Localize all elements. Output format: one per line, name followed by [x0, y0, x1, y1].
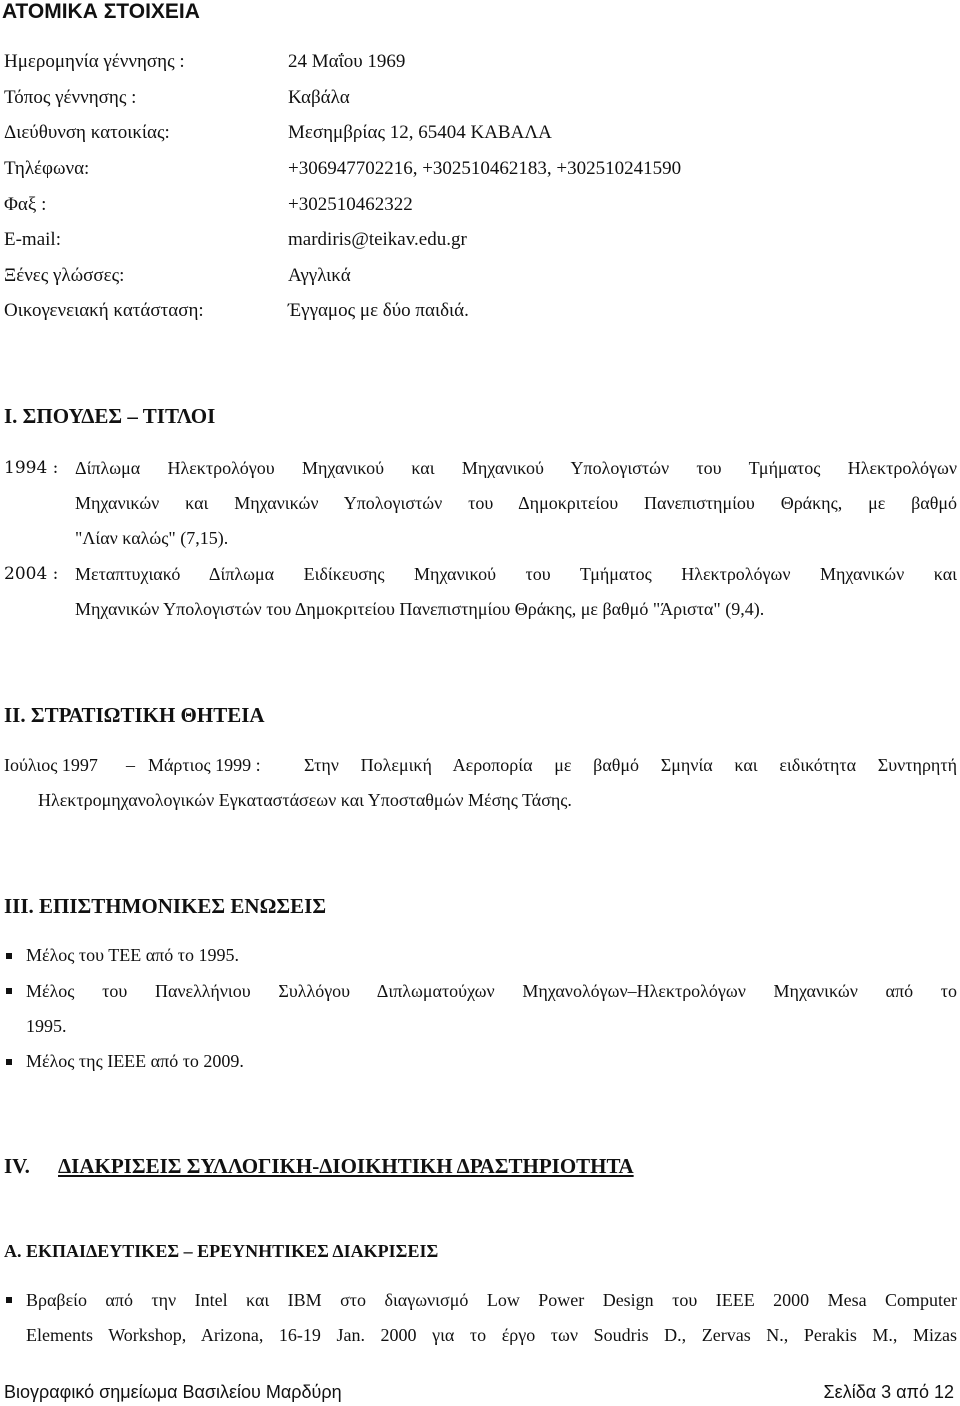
bullet-icon: [6, 1059, 12, 1065]
label-languages: Ξένες γλώσσες:: [4, 265, 125, 286]
value-birthplace: Καβάλα: [288, 87, 350, 108]
value-email: mardiris@teikav.edu.gr: [288, 229, 467, 250]
studies-line: Μεταπτυχιακό Δίπλωμα Ειδίκευσης Μηχανικού του Τμήματος Ηλεκτρολόγων Μηχανικών και: [75, 564, 957, 584]
awards-heading-num: IV.: [4, 1154, 30, 1178]
bullet-icon: [6, 988, 12, 994]
footer-title: Βιογραφικό σημείωμα Βασιλείου Μαρδύρη: [4, 1382, 342, 1402]
label-address: Διεύθυνση κατοικίας:: [4, 122, 170, 143]
military-period-from: Ιούλιος 1997: [4, 755, 98, 775]
label-birthdate: Ημερομηνία γέννησης :: [4, 51, 185, 72]
list-item-cont: 1995.: [26, 1016, 67, 1036]
list-item: Μέλος του Πανελλήνιου Συλλόγου Διπλωματούχων Μηχανολόγων–Ηλεκτρολόγων Μηχανικών από το: [26, 981, 957, 1001]
awards-subheading: Α. ΕΚΠΑΙΔΕΥΤΙΚΕΣ – ΕΡΕΥΝΗΤΙΚΕΣ ΔΙΑΚΡΙΣΕΙΣ: [4, 1241, 439, 1261]
studies-line: "Λίαν καλώς" (7,15).: [75, 528, 229, 548]
value-address: Μεσημβρίας 12, 65404 ΚΑΒΑΛΑ: [288, 122, 552, 143]
military-description: Στην Πολεμική Αεροπορία με βαθμό Σμηνία και ειδικότητα Συντηρητή: [304, 755, 957, 775]
label-phones: Τηλέφωνα:: [4, 158, 90, 179]
list-item-cont: Elements Workshop, Arizona, 16-19 Jan. 2000 για το έργο των Soudris D., Zervas N., Perakis M., Mizas: [26, 1325, 957, 1345]
bullet-icon: [6, 953, 12, 959]
list-item: Βραβείο από την Intel και IBM στο διαγωνισμό Low Power Design του IEEE 2000 Mesa Computer: [26, 1290, 957, 1310]
studies-heading: Ι. ΣΠΟΥΔΕΣ – ΤΙΤΛΟΙ: [4, 404, 216, 428]
studies-year: 2004 :: [4, 564, 59, 584]
military-heading: ΙΙ. ΣΤΡΑΤΙΩΤΙΚΗ ΘΗΤΕΙΑ: [4, 703, 265, 727]
value-languages: Αγγλικά: [288, 265, 351, 286]
awards-heading: ΔΙΑΚΡΙΣΕΙΣ ΣΥΛΛΟΓΙΚΗ-ΔΙΟΙΚΗΤΙΚΗ ΔΡΑΣΤΗΡΙΟΤΗΤΑ: [58, 1154, 634, 1178]
bullet-icon: [6, 1297, 12, 1303]
military-dash: –: [126, 755, 135, 775]
studies-line: Δίπλωμα Ηλεκτρολόγου Μηχανικού και Μηχανικού Υπολογιστών του Τμήματος Ηλεκτρολόγων: [75, 458, 957, 478]
value-fax: +302510462322: [288, 194, 413, 215]
value-phones: +306947702216, +302510462183, +302510241590: [288, 158, 682, 179]
personal-heading: ΑΤΟΜΙΚΑ ΣΤΟΙΧΕΙΑ: [2, 0, 200, 23]
list-item: Μέλος της IEEE από το 2009.: [26, 1051, 244, 1071]
societies-heading: ΙΙΙ. ΕΠΙΣΤΗΜΟΝΙΚΕΣ ΕΝΩΣΕΙΣ: [4, 894, 327, 918]
footer-page-number: Σελίδα 3 από 12: [823, 1382, 954, 1402]
value-birthdate: 24 Μαΐου 1969: [288, 51, 406, 72]
studies-line: Μηχανικών και Μηχανικών Υπολογιστών του Δημοκριτείου Πανεπιστημίου Θράκης, με βαθμό: [75, 493, 957, 513]
value-marital: Έγγαμος με δύο παιδιά.: [288, 300, 469, 321]
label-email: E-mail:: [4, 229, 61, 250]
military-period-to: Μάρτιος 1999 :: [148, 755, 261, 775]
label-fax: Φαξ :: [4, 194, 47, 215]
list-item: Μέλος του ΤΕΕ από το 1995.: [26, 945, 239, 965]
studies-year: 1994 :: [4, 458, 59, 478]
military-description-cont: Ηλεκτρομηχανολογικών Εγκαταστάσεων και Υποσταθμών Μέσης Τάσης.: [38, 790, 572, 810]
label-marital: Οικογενειακή κατάσταση:: [4, 300, 204, 321]
label-birthplace: Τόπος γέννησης :: [4, 87, 137, 108]
studies-line: Μηχανικών Υπολογιστών του Δημοκριτείου Πανεπιστημίου Θράκης, με βαθμό "Άριστα" (9,4).: [75, 599, 765, 619]
